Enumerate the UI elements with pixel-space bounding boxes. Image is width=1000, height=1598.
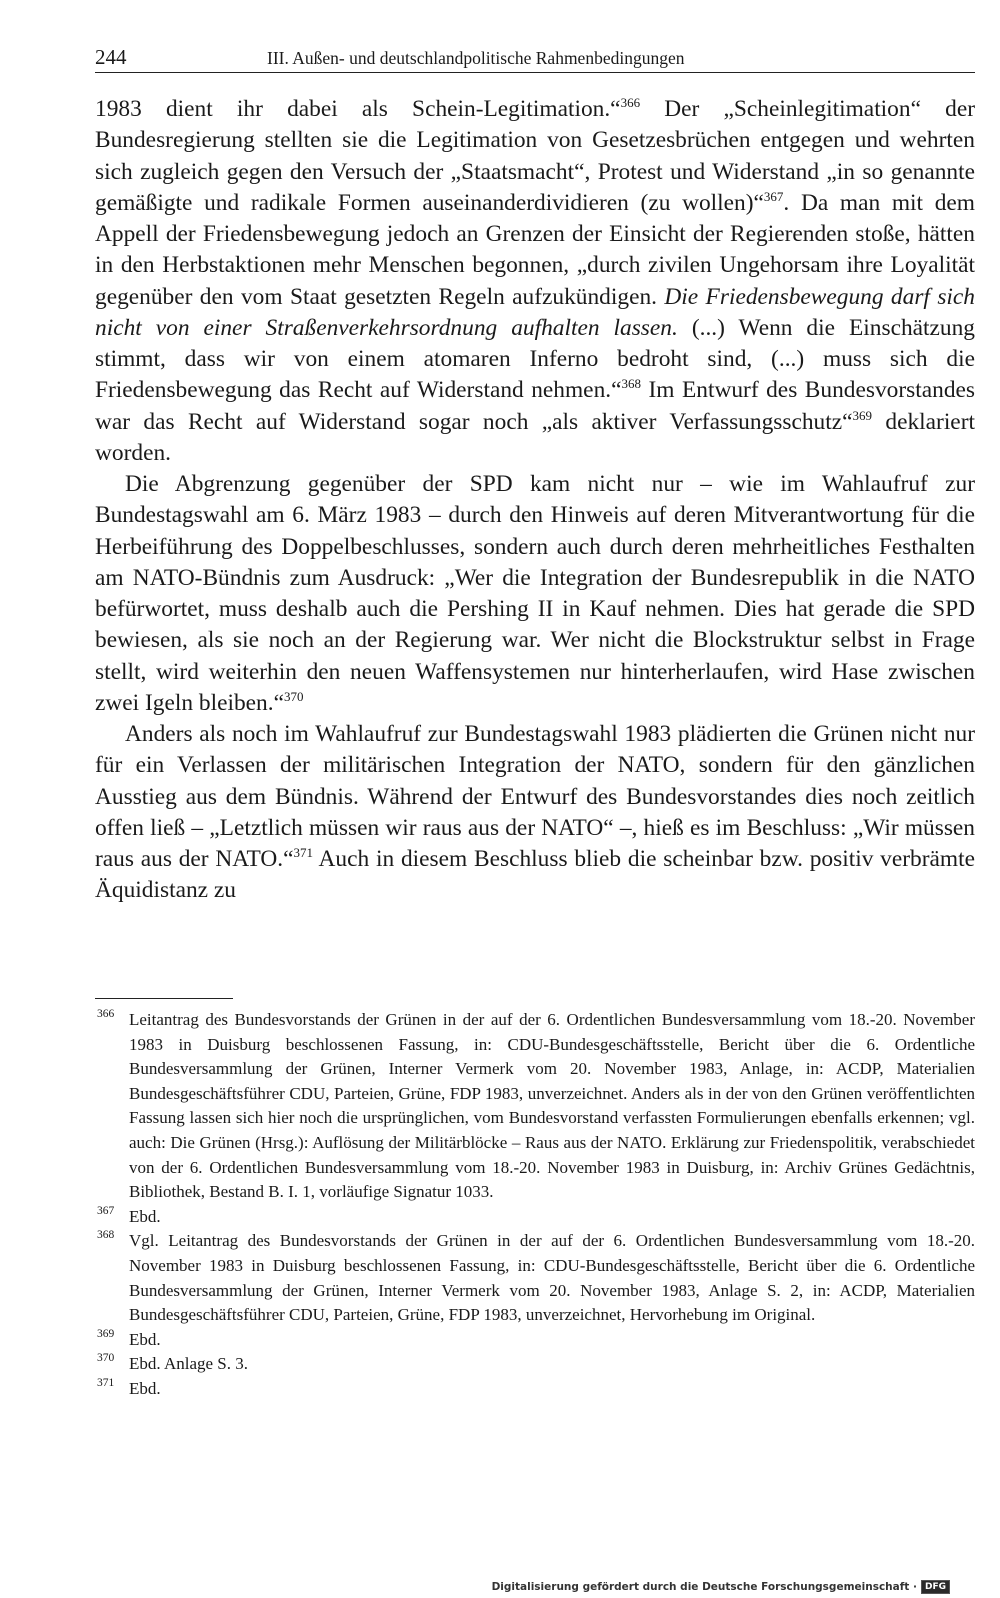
footnote-number: 366 <box>97 1008 115 1020</box>
footnote-text: Ebd. <box>129 1206 161 1226</box>
credit-text: Digitalisierung gefördert durch die Deutsche Forschungsgemeinschaft · <box>491 1581 917 1593</box>
text-span: . Da man mit dem Appell der Friedensbewegung jedoch an Grenzen der Einsicht der Regierenden stoße, hätten in den Herbstaktionen mehr Menschen begonnen, „durch zivilen Ungehorsam ihre Loyalität gegenüber den vom Staat gesetzten Regeln aufzukündigen. <box>95 189 975 310</box>
text-span: Die Abgrenzung gegenüber der SPD kam nicht nur – wie im Wahlaufruf zur Bundestagswahl am 6. März 1983 – durch den Hinweis auf deren Mitverantwortung für die Herbeiführung des Doppelbeschlusses, sondern auch durch deren mehrheitliches Festhalten am NATO-Bündnis zum Ausdruck: „Wer die Integration der Bundesrepublik in die NATO befürwortet, muss deshalb auch die Pershing II in Kauf nehmen. Dies hat gerade die SPD bewiesen, als sie noch an der Regierung war. Wer nicht die Blockstruktur selbst in Frage stellt, wird weiterhin den neuen Waffensystemen nur hinterherlaufen, wird Hase zwischen zwei Igeln bleiben.“ <box>95 471 975 716</box>
footnote-number: 368 <box>97 1229 115 1242</box>
emphasized-quote: Die Friedensbewegung darf sich nicht von einer Straßenverkehrsordnung aufhalten lassen. <box>95 283 975 341</box>
text-span: Der „Scheinlegitimation“ der Bundesregierung stellten sie die Legitimation von Gesetzesbrüchen entgegen und wehrten sich zugleich gegen den Versuch der „Staatsmacht“, Protest und Widerstand „in so genannte gemäßigte und radikale Formen auseinanderdividieren (zu wollen)“ <box>95 96 976 216</box>
text-span: Auch in diesem Beschluss blieb die scheinbar bzw. positiv verbrämte Äquidistanz zu <box>95 846 975 904</box>
text-span: (...) Wenn die Einschätzung stimmt, dass wir von einem atomaren Inferno bedroht sind, (...) muss sich die Friedensbewegung das Recht auf Widerstand nehmen.“ <box>95 314 975 404</box>
footnote-divider <box>95 998 233 999</box>
footnote-370 <box>95 1352 975 1377</box>
footnote-number: 370 <box>97 1352 115 1365</box>
footnote-text: Leitantrag des Bundesvorstands der Grünen in der auf der 6. Ordentlichen Bundesversammlung vom 18.-20. November 1983 in Duisburg beschlossenen Fassung, in: CDU-Bundesgeschäftsstelle, Bericht über die 6. Ordentliche Bundesversammlung der Grünen, Interner Vermerk vom 20. November 1983, Anlage, in: ACDP, Materialien Bundesgeschäftsführer CDU, Parteien, Grüne, FDP 1983, unverzeichnet. Anders als in der von den Grünen veröffentlichten Fassung lassen sich hier noch die ursprünglichen, vom Bundesvorstand verfassten Formulierungen ebenfalls erkennen; vgl. auch: Die Grünen (Hrsg.): Auflösung der Militärblöcke – Raus aus der NATO. Erklärung zur Friedenspolitik, verabschiedet von der 6. Ordentlichen Bundesversammlung vom 18.-20. November 1983 in Duisburg, in: Archiv Grünes Gedächtnis, Bibliothek, Bestand B. I. 1, vorläufige Signatur 1033. <box>129 1010 975 1202</box>
body-text <box>95 94 975 907</box>
footnote-reference-371[interactable]: 371 <box>293 845 314 860</box>
paragraph-2 <box>95 469 975 719</box>
footnote-366 <box>95 1008 975 1205</box>
footnote-text: Ebd. <box>129 1378 161 1398</box>
footnote-369 <box>95 1328 975 1353</box>
footnote-number: 371 <box>97 1376 115 1389</box>
footnote-368 <box>95 1229 975 1327</box>
paragraph-1 <box>95 94 975 469</box>
text-span: Anders als noch im Wahlaufruf zur Bundestagswahl 1983 plädierten die Grünen nicht nur für ein Verlassen der militärischen Integration der NATO, sondern für den gänzlichen Ausstieg aus dem Bündnis. Während der Entwurf des Bundesvorstandes dies noch zeitlich offen ließ – „Letztlich müssen wir raus aus der NATO“ –, hieß es im Beschluss: „Wir müssen raus aus der NATO.“ <box>95 721 975 872</box>
text-span: deklariert worden. <box>95 408 975 466</box>
running-head: III. Außen- und deutschlandpolitische Rahmenbedingungen <box>267 48 685 68</box>
footnote-reference-366[interactable]: 366 <box>620 95 641 110</box>
footnote-text: Vgl. Leitantrag des Bundesvorstands der Grünen in der auf der 6. Ordentlichen Bundesversammlung vom 18.-20. November 1983 in Duisburg beschlossenen Fassung, in: CDU-Bundesgeschäftsstelle, Bericht über die 6. Ordentliche Bundesversammlung der Grünen, Interner Vermerk vom 20. November 1983, Anlage S. 2, in: ACDP, Materialien Bundesgeschäftsführer CDU, Parteien, Grüne, FDP 1983, unverzeichnet, Hervorhebung im Original. <box>129 1231 975 1325</box>
footnotes <box>95 1008 975 1402</box>
footnote-reference-369[interactable]: 369 <box>852 407 873 423</box>
text-span: 1983 dient ihr dabei als Schein-Legitimation.“ <box>95 96 621 122</box>
paragraph-3 <box>95 719 975 907</box>
page-header <box>95 44 975 73</box>
dfg-logo: DFG <box>921 1580 950 1594</box>
footnote-367 <box>95 1205 975 1230</box>
page-number: 244 <box>95 45 127 69</box>
footnote-number: 369 <box>97 1327 115 1340</box>
footnote-reference-367[interactable]: 367 <box>763 188 784 204</box>
text-span: Im Entwurf des Bundesvorstandes war das Recht auf Widerstand sogar noch „als aktiver Verfassungsschutz“ <box>95 377 975 435</box>
footnote-reference-370[interactable]: 370 <box>284 688 304 704</box>
footnote-reference-368[interactable]: 368 <box>621 376 641 392</box>
footnote-text: Ebd. <box>129 1329 161 1349</box>
footnote-text: Ebd. Anlage S. 3. <box>129 1354 248 1374</box>
digitization-credit <box>492 1580 950 1594</box>
footnote-number: 367 <box>97 1204 115 1217</box>
footnote-371 <box>95 1377 975 1402</box>
